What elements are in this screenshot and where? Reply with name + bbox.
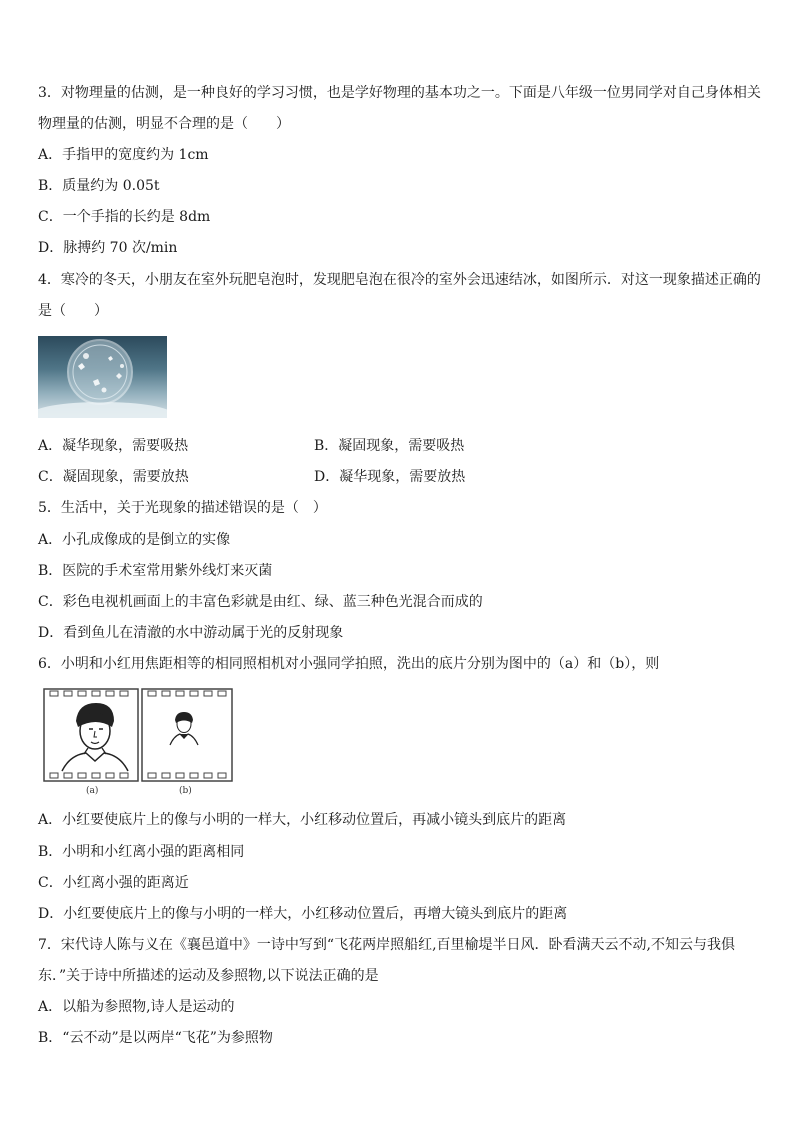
q5-stem: 5．生活中，关于光现象的描述错误的是（ ） xyxy=(38,500,327,516)
q6-option-d: D．小红要使底片上的像与小明的一样大，小红移动位置后，再增大镜头到底片的距离 xyxy=(38,906,568,922)
q5-option-a: A．小孔成像成的是倒立的实像 xyxy=(38,532,231,548)
q5-option-d: D．看到鱼儿在清澈的水中游动属于光的反射现象 xyxy=(38,625,344,641)
q5-option-c: C．彩色电视机画面上的丰富色彩就是由红、绿、蓝三种色光混合而成的 xyxy=(38,594,483,610)
frozen-bubble-photo xyxy=(38,336,167,418)
q4-option-c: C．凝固现象，需要放热 xyxy=(38,469,189,485)
q3-stem-line1: 3．对物理量的估测，是一种良好的学习习惯，也是学好物理的基本功之一。下面是八年级一位男同学对自己身体相关 xyxy=(38,85,761,101)
figure-label-b: (b) xyxy=(179,786,192,796)
q4-option-b: B．凝固现象，需要吸热 xyxy=(314,438,465,454)
q6-option-c: C．小红离小强的距离近 xyxy=(38,875,189,891)
q4-stem-line2: 是（ ） xyxy=(38,303,108,319)
q7-stem-line1: 7．宋代诗人陈与义在《襄邑道中》一诗中写到“飞花两岸照船红,百里榆堤半日风．卧看满天云不动,不知云与我俱 xyxy=(38,937,735,953)
q3-option-c: C．一个手指的长约是 8dm xyxy=(38,209,211,225)
q6-stem: 6．小明和小红用焦距相等的相同照相机对小强同学拍照，洗出的底片分别为图中的（a）和（b），则 xyxy=(38,656,660,672)
q4-option-d: D．凝华现象，需要放热 xyxy=(314,469,466,485)
q3-stem-line2: 物理量的估测，明显不合理的是（ ） xyxy=(38,116,290,132)
q5-option-b: B．医院的手术室常用紫外线灯来灭菌 xyxy=(38,563,273,579)
figure-label-a: (a) xyxy=(86,786,99,796)
film-negatives-figure xyxy=(42,687,235,800)
q7-option-b: B．“云不动”是以两岸“飞花”为参照物 xyxy=(38,1030,273,1046)
q3-option-a: A．手指甲的宽度约为 1cm xyxy=(38,147,209,163)
q3-option-b: B．质量约为 0.05t xyxy=(38,178,160,194)
q7-option-a: A．以船为参照物,诗人是运动的 xyxy=(38,999,235,1015)
q6-option-a: A．小红要使底片上的像与小明的一样大，小红移动位置后，再减小镜头到底片的距离 xyxy=(38,812,567,828)
q6-option-b: B．小明和小红离小强的距离相同 xyxy=(38,844,245,860)
q3-option-d: D．脉搏约 70 次/min xyxy=(38,240,178,256)
q4-option-a: A．凝华现象，需要吸热 xyxy=(38,438,189,454)
q4-stem-line1: 4．寒冷的冬天，小朋友在室外玩肥皂泡时，发现肥皂泡在很冷的室外会迅速结冰，如图所示．对这一现象描述正确的 xyxy=(38,272,761,288)
q7-stem-line2: 东．”关于诗中所描述的运动及参照物,以下说法正确的是 xyxy=(38,968,379,984)
